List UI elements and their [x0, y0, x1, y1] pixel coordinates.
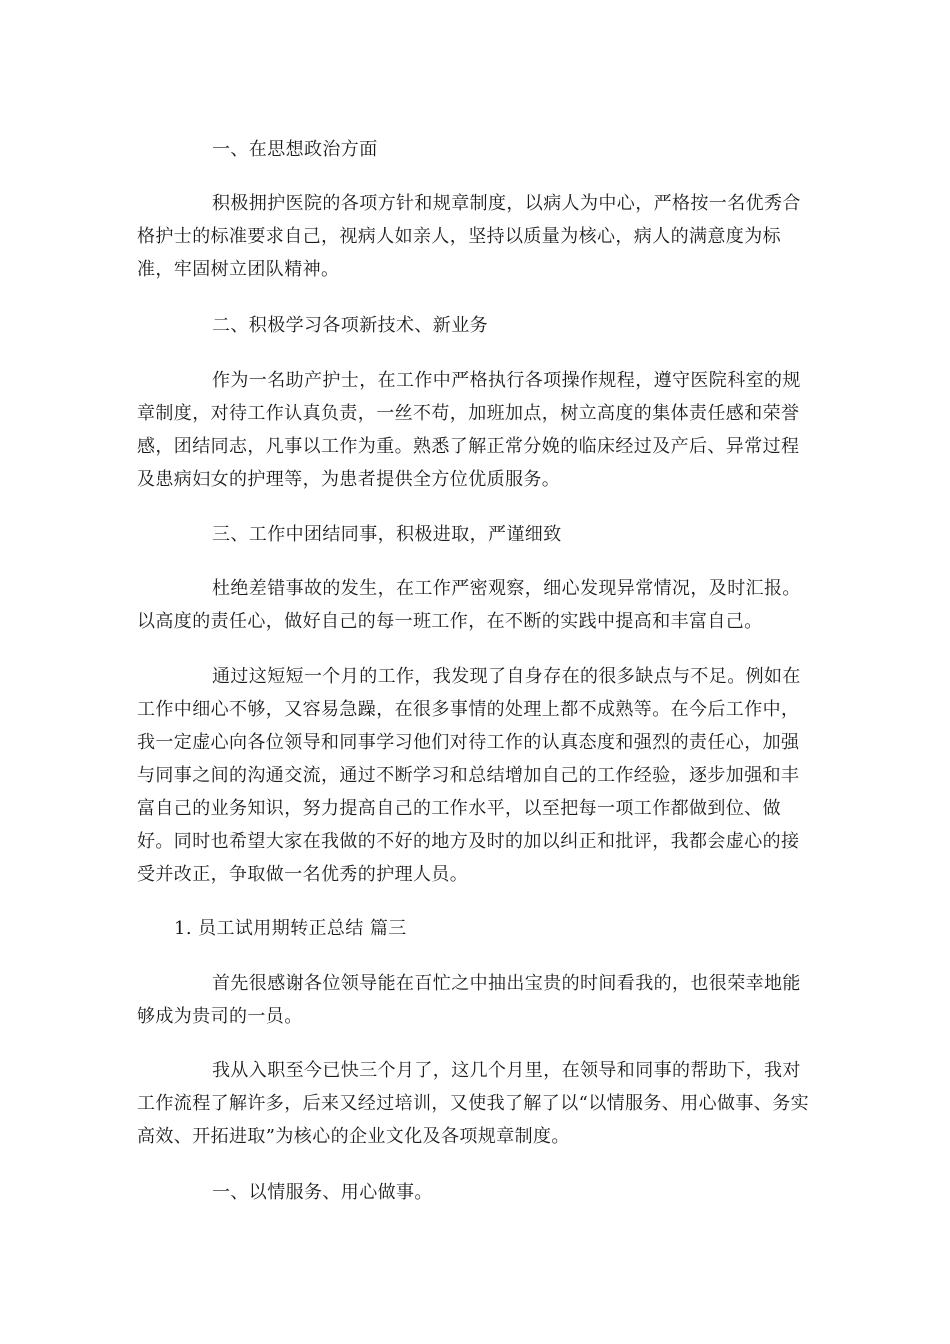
paragraph-5: 首先很感谢各位领导能在百忙之中抽出宝贵的时间看我的，也很荣幸地能够成为贵司的一员。 — [137, 973, 801, 1027]
section-heading-1: 一、在思想政治方面 — [212, 139, 378, 160]
paragraph-4: 通过这短短一个月的工作，我发现了自身存在的很多缺点与不足。例如在工作中细心不够，又容易急躁，在很多事情的处理上都不成熟等。在今后工作中，我一定虚心向各位领导和同事学习他们对待工作的认真态度和强烈的责任心，加强与同事之间的沟通交流，通过不断学习和总结增加自己的工作经验，逐步加强和丰富自己的业务知识，努力提高自己的工作水平，以至把每一项工作都做到位、做好。同时也希望大家在我做的不好的地方及时的加以纠正和批评，我都会虚心的接受并改正，争取做一名优秀的护理人员。 — [137, 666, 801, 885]
section-heading-2: 二、积极学习各项新技术、新业务 — [212, 315, 488, 336]
paragraph-6: 我从入职至今已快三个月了，这几个月里，在领导和同事的帮助下，我对工作流程了解许多，后来又经过培训，又使我了解了以“以情服务、用心做事、务实高效、开拓进取”为核心的企业文化及各项规章制度。 — [137, 1060, 809, 1147]
section-heading-3: 三、工作中团结同事，积极进取，严谨细致 — [212, 524, 562, 545]
paragraph-3: 杜绝差错事故的发生，在工作严密观察，细心发现异常情况，及时汇报。以高度的责任心，做好自己的每一班工作，在不断的实践中提高和丰富自己。 — [137, 578, 801, 632]
paragraph-2: 作为一名助产护士，在工作中严格执行各项操作规程，遵守医院科室的规章制度，对待工作认真负责，一丝不苟，加班加点，树立高度的集体责任感和荣誉感，团结同志，凡事以工作为重。熟悉了解正常分娩的临床经过及产后、异常过程及患病妇女的护理等，为患者提供全方位优质服务。 — [137, 370, 801, 490]
section-heading-4: 一、以情服务、用心做事。 — [212, 1182, 433, 1203]
list-heading-part3: 1. 员工试用期转正总结 篇三 — [174, 918, 407, 939]
paragraph-1: 积极拥护医院的各项方针和规章制度，以病人为中心，严格按一名优秀合格护士的标准要求自己，视病人如亲人，坚持以质量为核心，病人的满意度为标准，牢固树立团队精神。 — [137, 193, 801, 280]
